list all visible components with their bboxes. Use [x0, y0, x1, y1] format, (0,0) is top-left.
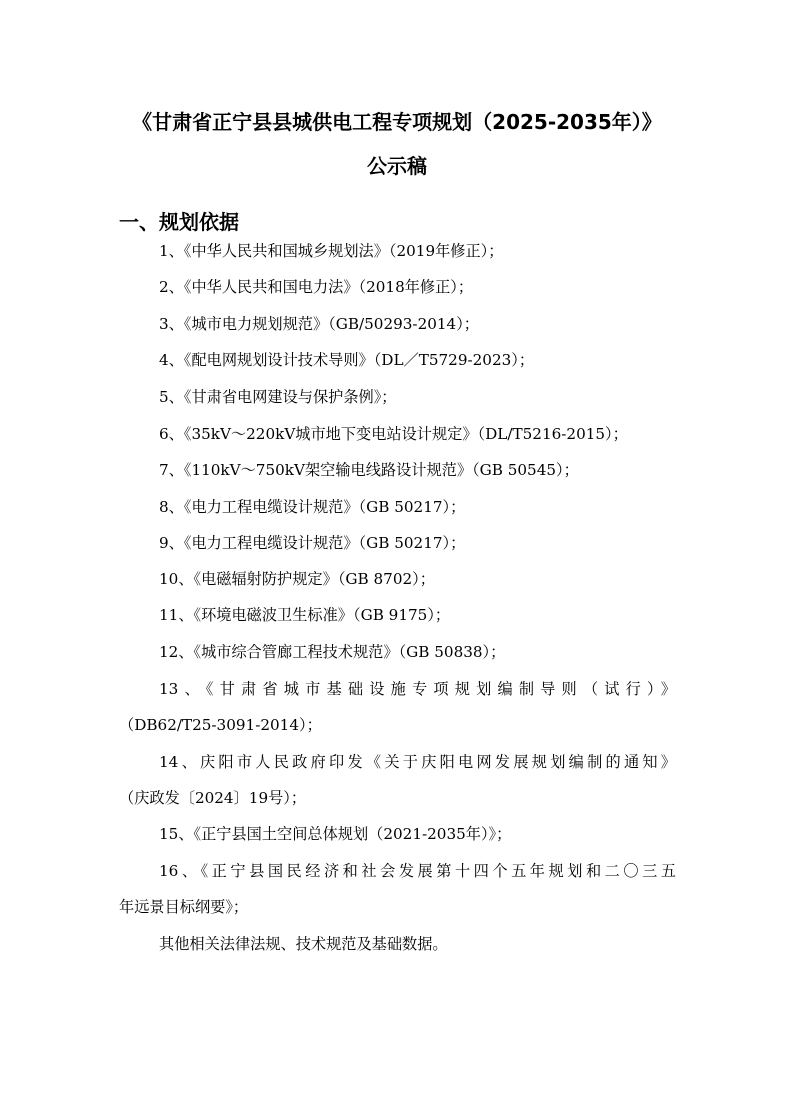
list-item: 10、《电磁辐射防护规定》（GB 8702）；: [159, 570, 435, 588]
list-item: 11、《环境电磁波卫生标准》（GB 9175）；: [159, 606, 451, 624]
document-subtitle: 公示稿: [367, 154, 427, 178]
list-item: 7、《110kV～750kV架空输电线路设计规范》（GB 50545）；: [159, 461, 579, 479]
list-item: 12、《城市综合管廊工程技术规范》（GB 50838）；: [159, 643, 506, 661]
section-heading: 一、规划依据: [119, 210, 239, 234]
list-item-continuation: （DB62/T25-3091-2014）；: [119, 716, 322, 734]
list-item-continuation: （庆政发〔2024〕19号）；: [119, 789, 307, 807]
list-item: 1、《中华人民共和国城乡规划法》（2019年修正）；: [159, 242, 504, 260]
list-item: 8、《电力工程电缆设计规范》（GB 50217）；: [159, 498, 466, 516]
list-item: 14、庆阳市人民政府印发《关于庆阳电网发展规划编制的通知》: [159, 753, 676, 771]
list-item: 13、《甘肃省城市基础设施专项规划编制导则（试行）》: [159, 680, 676, 698]
list-item: 3、《城市电力规划规范》（GB/50293-2014）；: [159, 315, 479, 333]
list-item-continuation: 年远景目标纲要》；: [119, 898, 249, 916]
list-item: 9、《电力工程电缆设计规范》（GB 50217）；: [159, 534, 466, 552]
closing-paragraph: 其他相关法律法规、技术规范及基础数据。: [159, 935, 448, 953]
list-item: 4、《配电网规划设计技术导则》（DL／T5729-2023）；: [159, 351, 535, 369]
list-item: 5、《甘肃省电网建设与保护条例》；: [159, 388, 397, 406]
list-item: 15、《正宁县国土空间总体规划（2021-2035年）》；: [159, 825, 512, 843]
list-item: 16、《正宁县国民经济和社会发展第十四个五年规划和二〇三五: [159, 862, 676, 880]
list-item: 6、《35kV～220kV城市地下变电站设计规定》（DL/T5216-2015）；: [159, 425, 628, 443]
list-item: 2、《中华人民共和国电力法》（2018年修正）；: [159, 278, 474, 296]
document-title: 《甘肃省正宁县县城供电工程专项规划（2025-2035年）》: [132, 110, 662, 134]
